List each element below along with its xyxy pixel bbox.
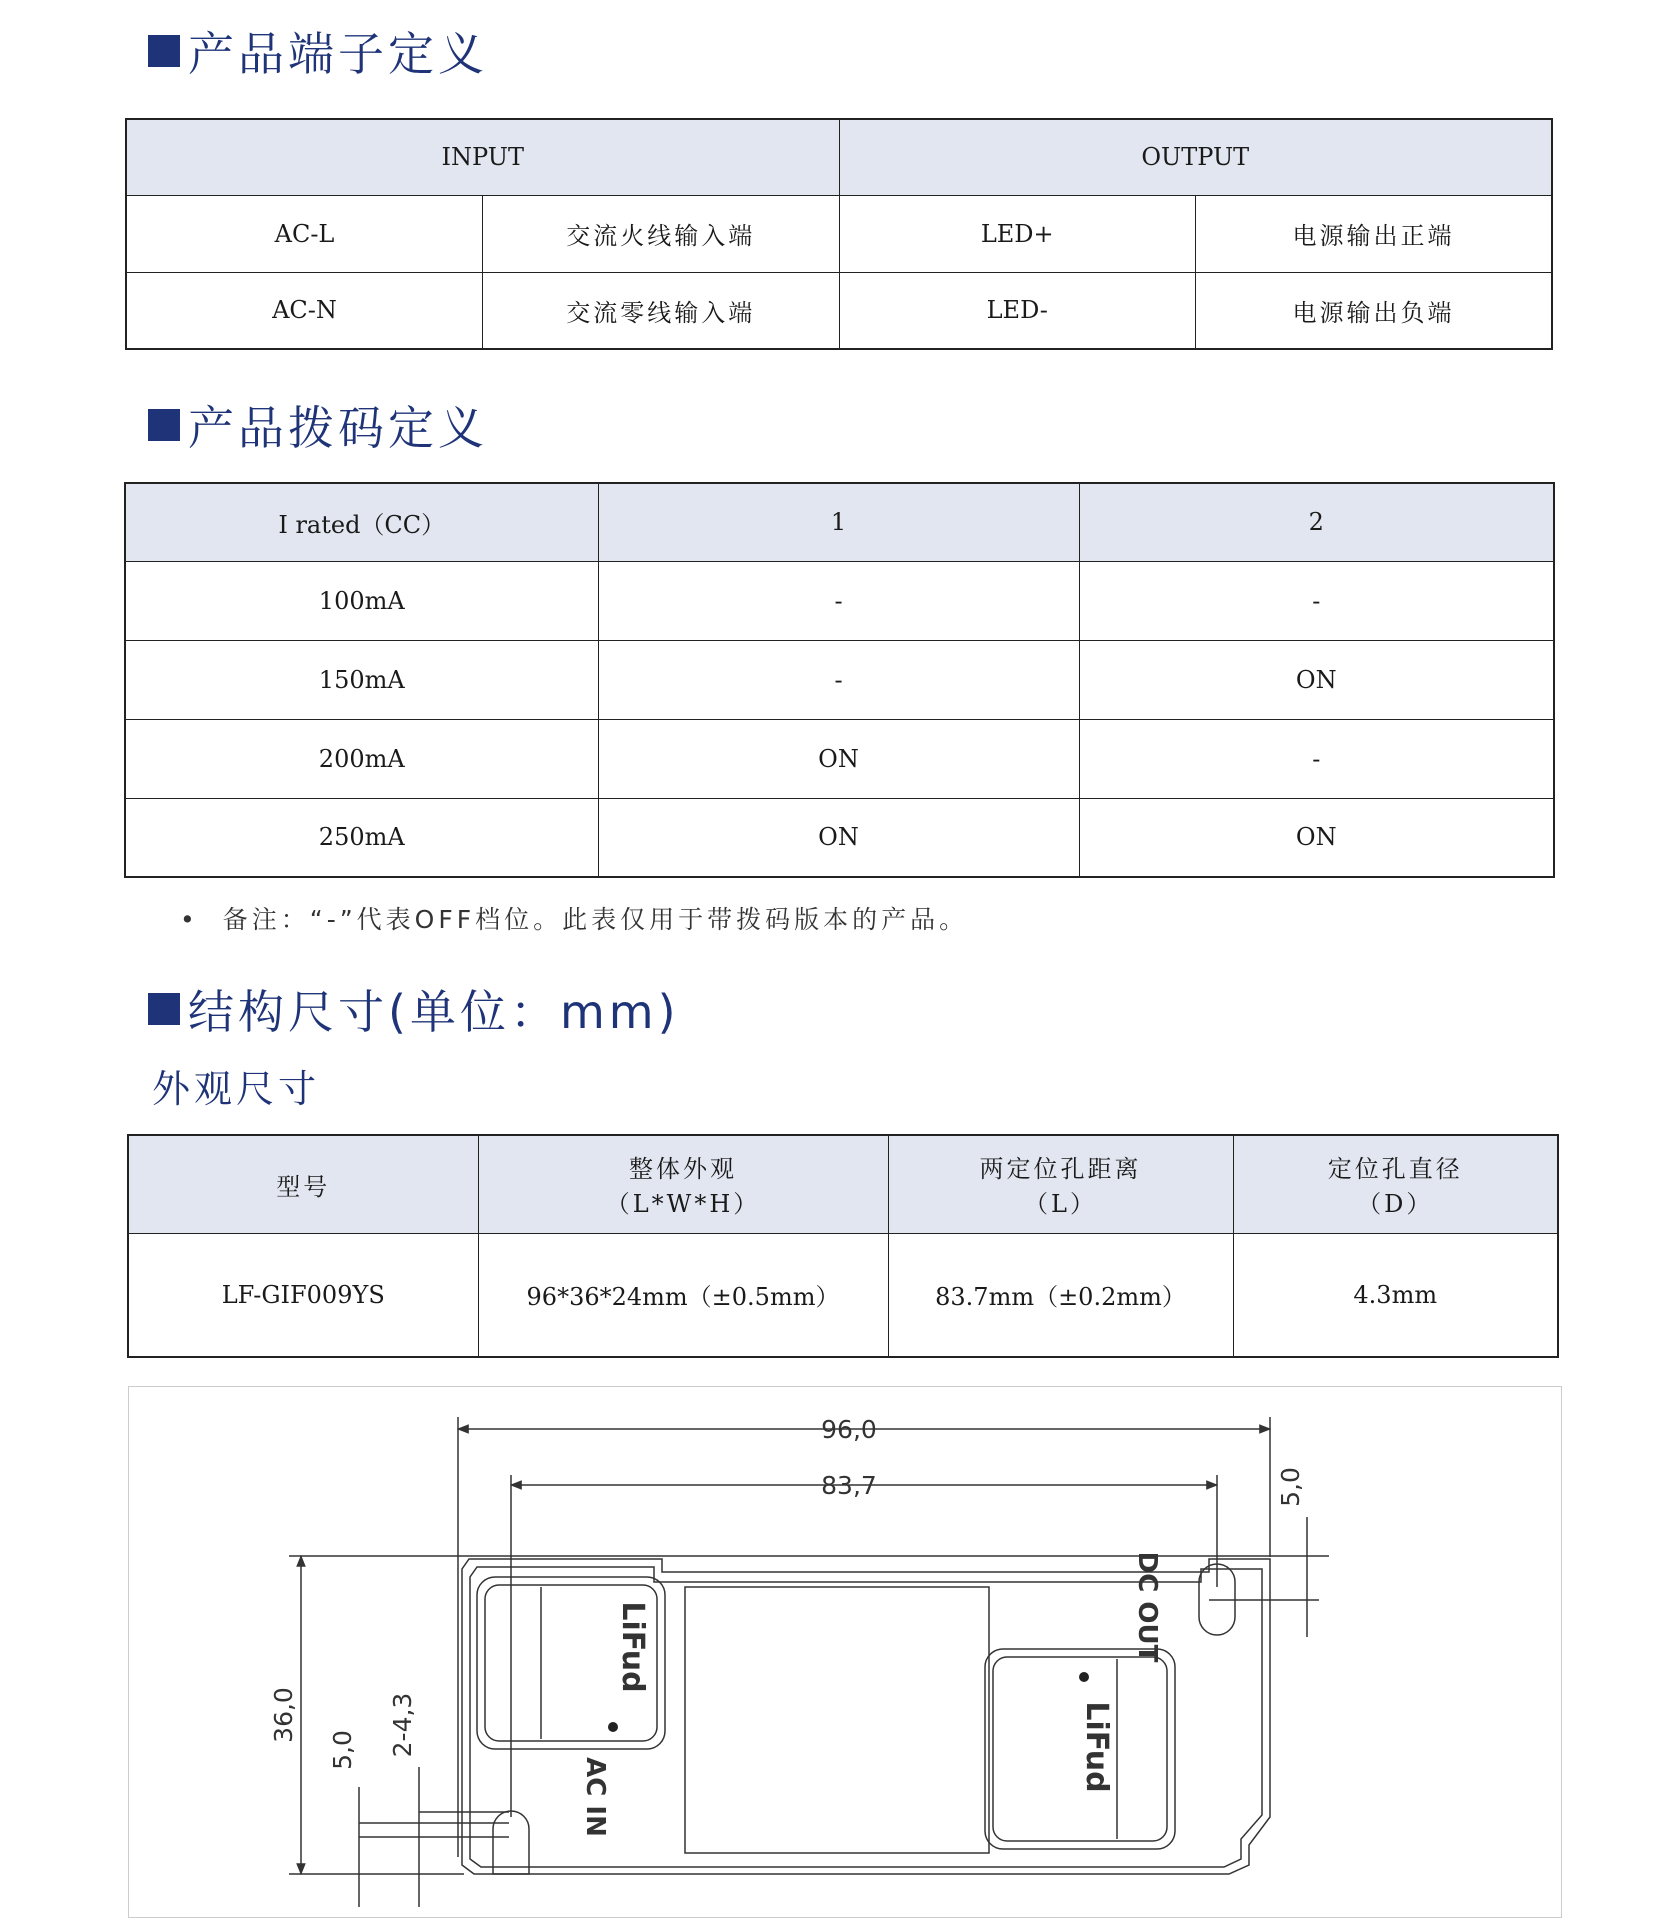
logo-input-cover: LiFud bbox=[615, 1601, 650, 1693]
logo-dot-icon bbox=[1079, 1672, 1089, 1682]
table-row bbox=[125, 798, 1554, 877]
dip-switch-1: ON bbox=[598, 798, 1079, 877]
dip-section-title bbox=[148, 392, 488, 458]
structure-section-title-text: 结构尺寸(单位：mm) bbox=[188, 985, 680, 1039]
table-row bbox=[125, 640, 1554, 719]
dip-table bbox=[124, 482, 1555, 878]
table-row bbox=[125, 561, 1554, 640]
dim-hole-offset-right: 5,0 bbox=[1276, 1467, 1305, 1507]
dip-switch-2: - bbox=[1079, 561, 1554, 640]
table-row bbox=[128, 1233, 1558, 1357]
terminal-table bbox=[125, 118, 1553, 350]
terminal-out-code: LED+ bbox=[839, 195, 1196, 272]
dim-hole-distance: 83,7 bbox=[821, 1471, 877, 1500]
dim-hole-diameter: 4.3mm bbox=[1233, 1233, 1558, 1357]
table-row bbox=[126, 272, 1552, 349]
dim-header-hole-distance bbox=[888, 1135, 1233, 1233]
dim-hole-distance: 83.7mm（±0.2mm） bbox=[888, 1233, 1233, 1357]
dim-header-size-line2: （L*W*H） bbox=[605, 1190, 761, 1219]
dip-switch-1: ON bbox=[598, 719, 1079, 798]
drawing-svg bbox=[129, 1387, 1561, 1917]
terminal-in-desc: 交流火线输入端 bbox=[483, 195, 840, 272]
terminal-in-code: AC-N bbox=[126, 272, 483, 349]
dip-header-switch-1: 1 bbox=[598, 483, 1079, 561]
dip-switch-1: - bbox=[598, 640, 1079, 719]
table-row bbox=[125, 719, 1554, 798]
terminal-in-desc: 交流零线输入端 bbox=[483, 272, 840, 349]
structure-section-title bbox=[148, 976, 680, 1042]
appearance-subtitle: 外观尺寸 bbox=[152, 1067, 321, 1111]
dim-header-size-line1: 整体外观 bbox=[629, 1155, 737, 1184]
mechanical-drawing bbox=[128, 1386, 1562, 1918]
dim-header-hole-diameter-line2: （D） bbox=[1357, 1190, 1434, 1219]
dip-switch-2: ON bbox=[1079, 640, 1554, 719]
terminal-input-header: INPUT bbox=[126, 119, 839, 195]
dip-header-current: I rated（CC） bbox=[125, 483, 598, 561]
dip-section-title-text: 产品拨码定义 bbox=[188, 401, 488, 455]
dip-current: 250mA bbox=[125, 798, 598, 877]
dim-hole-offset-left: 5,0 bbox=[328, 1730, 357, 1770]
dim-size: 96*36*24mm（±0.5mm） bbox=[478, 1233, 888, 1357]
dip-current: 150mA bbox=[125, 640, 598, 719]
note-text: 备注：“-”代表OFF档位。此表仅用于带拨码版本的产品。 bbox=[222, 905, 969, 934]
dip-current: 200mA bbox=[125, 719, 598, 798]
table-row bbox=[126, 195, 1552, 272]
label-dc-out: DC OUT bbox=[1132, 1551, 1162, 1663]
logo-dot-icon bbox=[608, 1722, 618, 1732]
terminal-out-code: LED- bbox=[839, 272, 1196, 349]
dim-overall-length: 96,0 bbox=[821, 1415, 877, 1444]
dim-header-model bbox=[128, 1135, 478, 1233]
dim-model: LF-GIF009YS bbox=[128, 1233, 478, 1357]
mounting-slot-left bbox=[493, 1811, 529, 1874]
square-bullet-icon bbox=[148, 993, 180, 1025]
terminal-in-code: AC-L bbox=[126, 195, 483, 272]
dim-header-hole-distance-line1: 两定位孔距离 bbox=[979, 1155, 1142, 1184]
dip-switch-2: - bbox=[1079, 719, 1554, 798]
terminal-out-desc: 电源输出负端 bbox=[1196, 272, 1553, 349]
square-bullet-icon bbox=[148, 35, 180, 67]
dimension-table bbox=[127, 1134, 1559, 1358]
dip-switch-1: - bbox=[598, 561, 1079, 640]
terminal-out-desc: 电源输出正端 bbox=[1196, 195, 1553, 272]
dim-header-hole-distance-line2: （L） bbox=[1024, 1190, 1097, 1219]
label-ac-in: AC IN bbox=[580, 1757, 610, 1837]
dip-current: 100mA bbox=[125, 561, 598, 640]
dim-hole-slot: 2-4,3 bbox=[388, 1692, 417, 1758]
note-bullet: • bbox=[180, 905, 199, 934]
label-window bbox=[685, 1587, 989, 1853]
dip-header-switch-2: 2 bbox=[1079, 483, 1554, 561]
dim-header-size bbox=[478, 1135, 888, 1233]
dim-header-model-line1: 型号 bbox=[276, 1172, 331, 1201]
dip-note bbox=[180, 900, 968, 936]
logo-output-cover: LiFud bbox=[1079, 1701, 1114, 1793]
dim-header-hole-diameter-line1: 定位孔直径 bbox=[1327, 1155, 1463, 1184]
dim-header-hole-diameter bbox=[1233, 1135, 1558, 1233]
dip-switch-2: ON bbox=[1079, 798, 1554, 877]
terminal-section-title bbox=[148, 18, 488, 84]
terminal-section-title-text: 产品端子定义 bbox=[188, 27, 488, 81]
terminal-output-header: OUTPUT bbox=[839, 119, 1552, 195]
dim-overall-width: 36,0 bbox=[269, 1687, 298, 1743]
square-bullet-icon bbox=[148, 409, 180, 441]
